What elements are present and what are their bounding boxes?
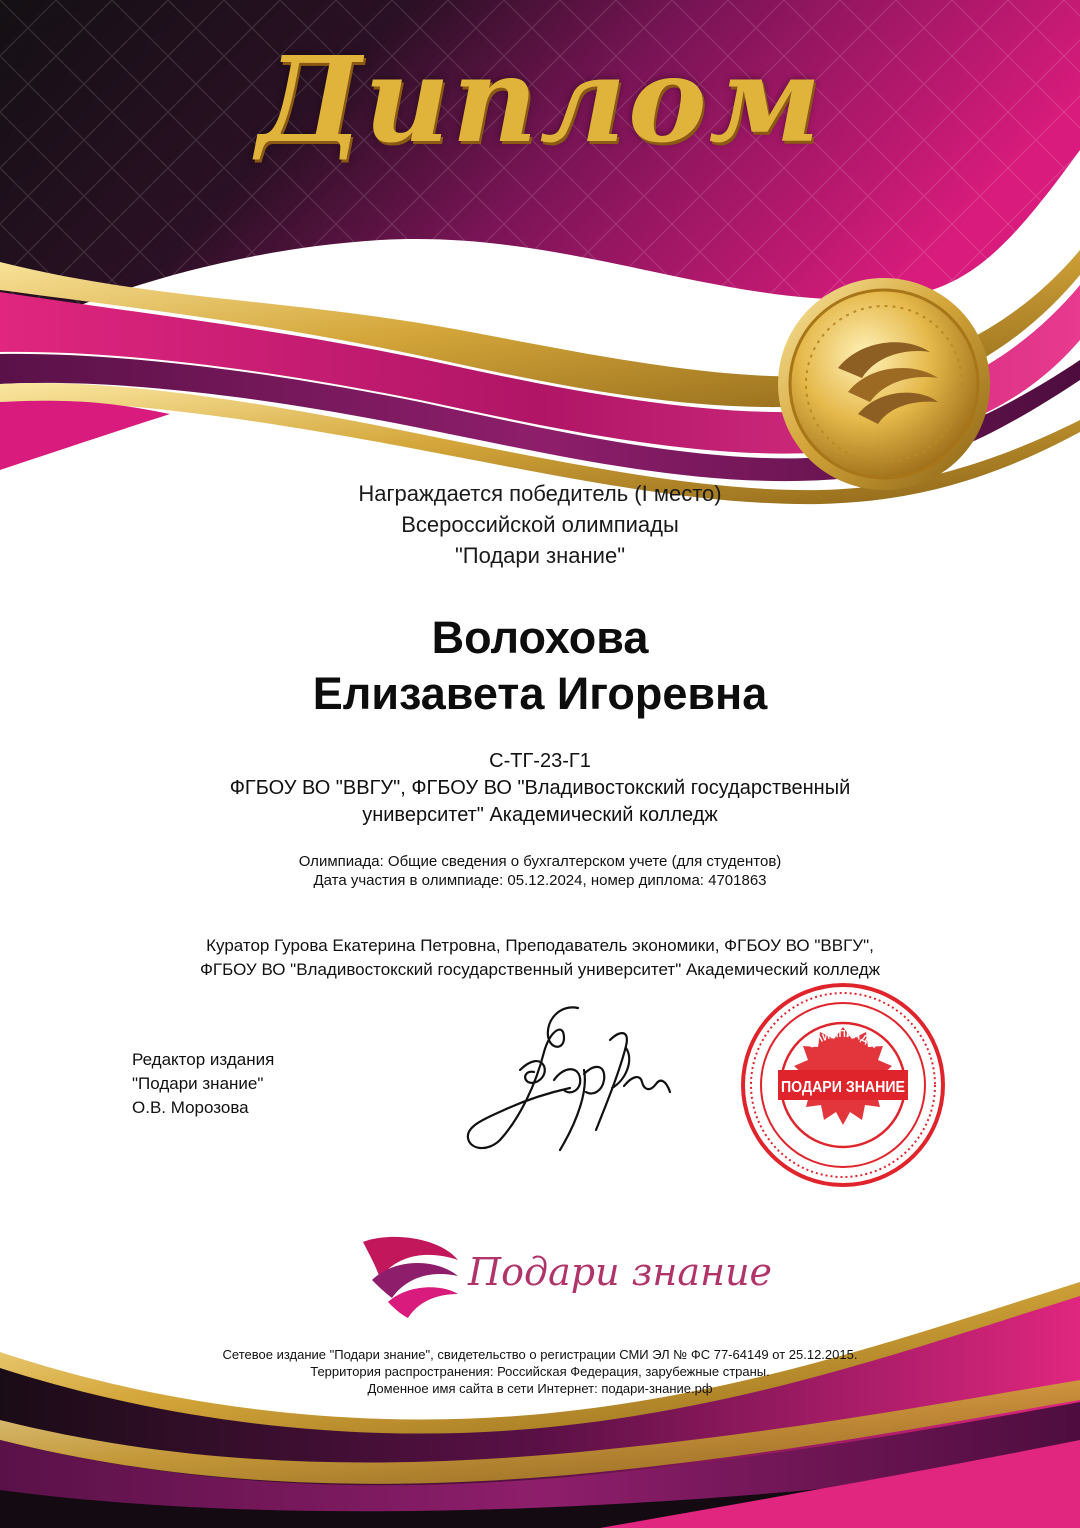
olympiad-date-number: Дата участия в олимпиаде: 05.12.2024, номер диплома: 4701863 [313, 872, 767, 889]
group-code: С-ТГ-23-Г1 [489, 750, 591, 772]
diploma-title: Диплом [257, 30, 823, 169]
recipient-given-names: Елизавета Игоревна [312, 668, 768, 719]
logo-text: Подари знание [468, 1250, 773, 1294]
stamp-top-text: ОЛИМПИАДЫ [806, 1028, 880, 1052]
award-line-2: Всероссийской олимпиады [401, 512, 679, 537]
editor-line-2: "Подари знание" [132, 1074, 264, 1093]
stamp [740, 982, 946, 1188]
award-line-3: "Подари знание" [454, 543, 626, 568]
footer-line-3: Доменное имя сайта в сети Интернет: подари-знание.рф [367, 1381, 713, 1396]
olympiad-subject: Олимпиада: Общие сведения о бухгалтерском учете (для студентов) [298, 853, 782, 870]
olympiad-details [0, 852, 1080, 890]
editor-line-1: Редактор издания [132, 1050, 275, 1069]
organization-line-2: университет" Академический колледж [362, 804, 718, 826]
stamp-bottom-text: ЭЛ № ФС 77-64149 [804, 1116, 882, 1141]
footer-line-2: Территория распространения: Российская Федерация, зарубежные страны. [310, 1364, 770, 1379]
award-line-1: Награждается победитель (I место) [358, 481, 722, 506]
footer-info [0, 1346, 1080, 1397]
curator-line-1: Куратор Гурова Екатерина Петровна, Преподаватель экономики, ФГБОУ ВО "ВВГУ", [206, 936, 874, 955]
recipient-surname: Волохова [431, 612, 649, 663]
organization-block [0, 748, 1080, 829]
editor-line-3: О.В. Морозова [132, 1098, 249, 1117]
organization-line-1: ФГБОУ ВО "ВВГУ", ФГБОУ ВО "Владивостокский государственный [229, 777, 851, 799]
editor-block [132, 1048, 274, 1120]
signature [460, 1000, 680, 1170]
recipient-name [0, 610, 1080, 722]
footer-line-1: Сетевое издание "Подари знание", свидетельство о регистрации СМИ ЭЛ № ФС 77-64149 от 25.12.2015. [222, 1347, 858, 1362]
award-statement [0, 478, 1080, 571]
stamp-center-text: ПОДАРИ ЗНАНИЕ [781, 1079, 906, 1096]
curator-line-2: ФГБОУ ВО "Владивостокский государственный университет" Академический колледж [199, 960, 881, 979]
curator-block [0, 934, 1080, 982]
logo-icon [358, 1232, 468, 1322]
